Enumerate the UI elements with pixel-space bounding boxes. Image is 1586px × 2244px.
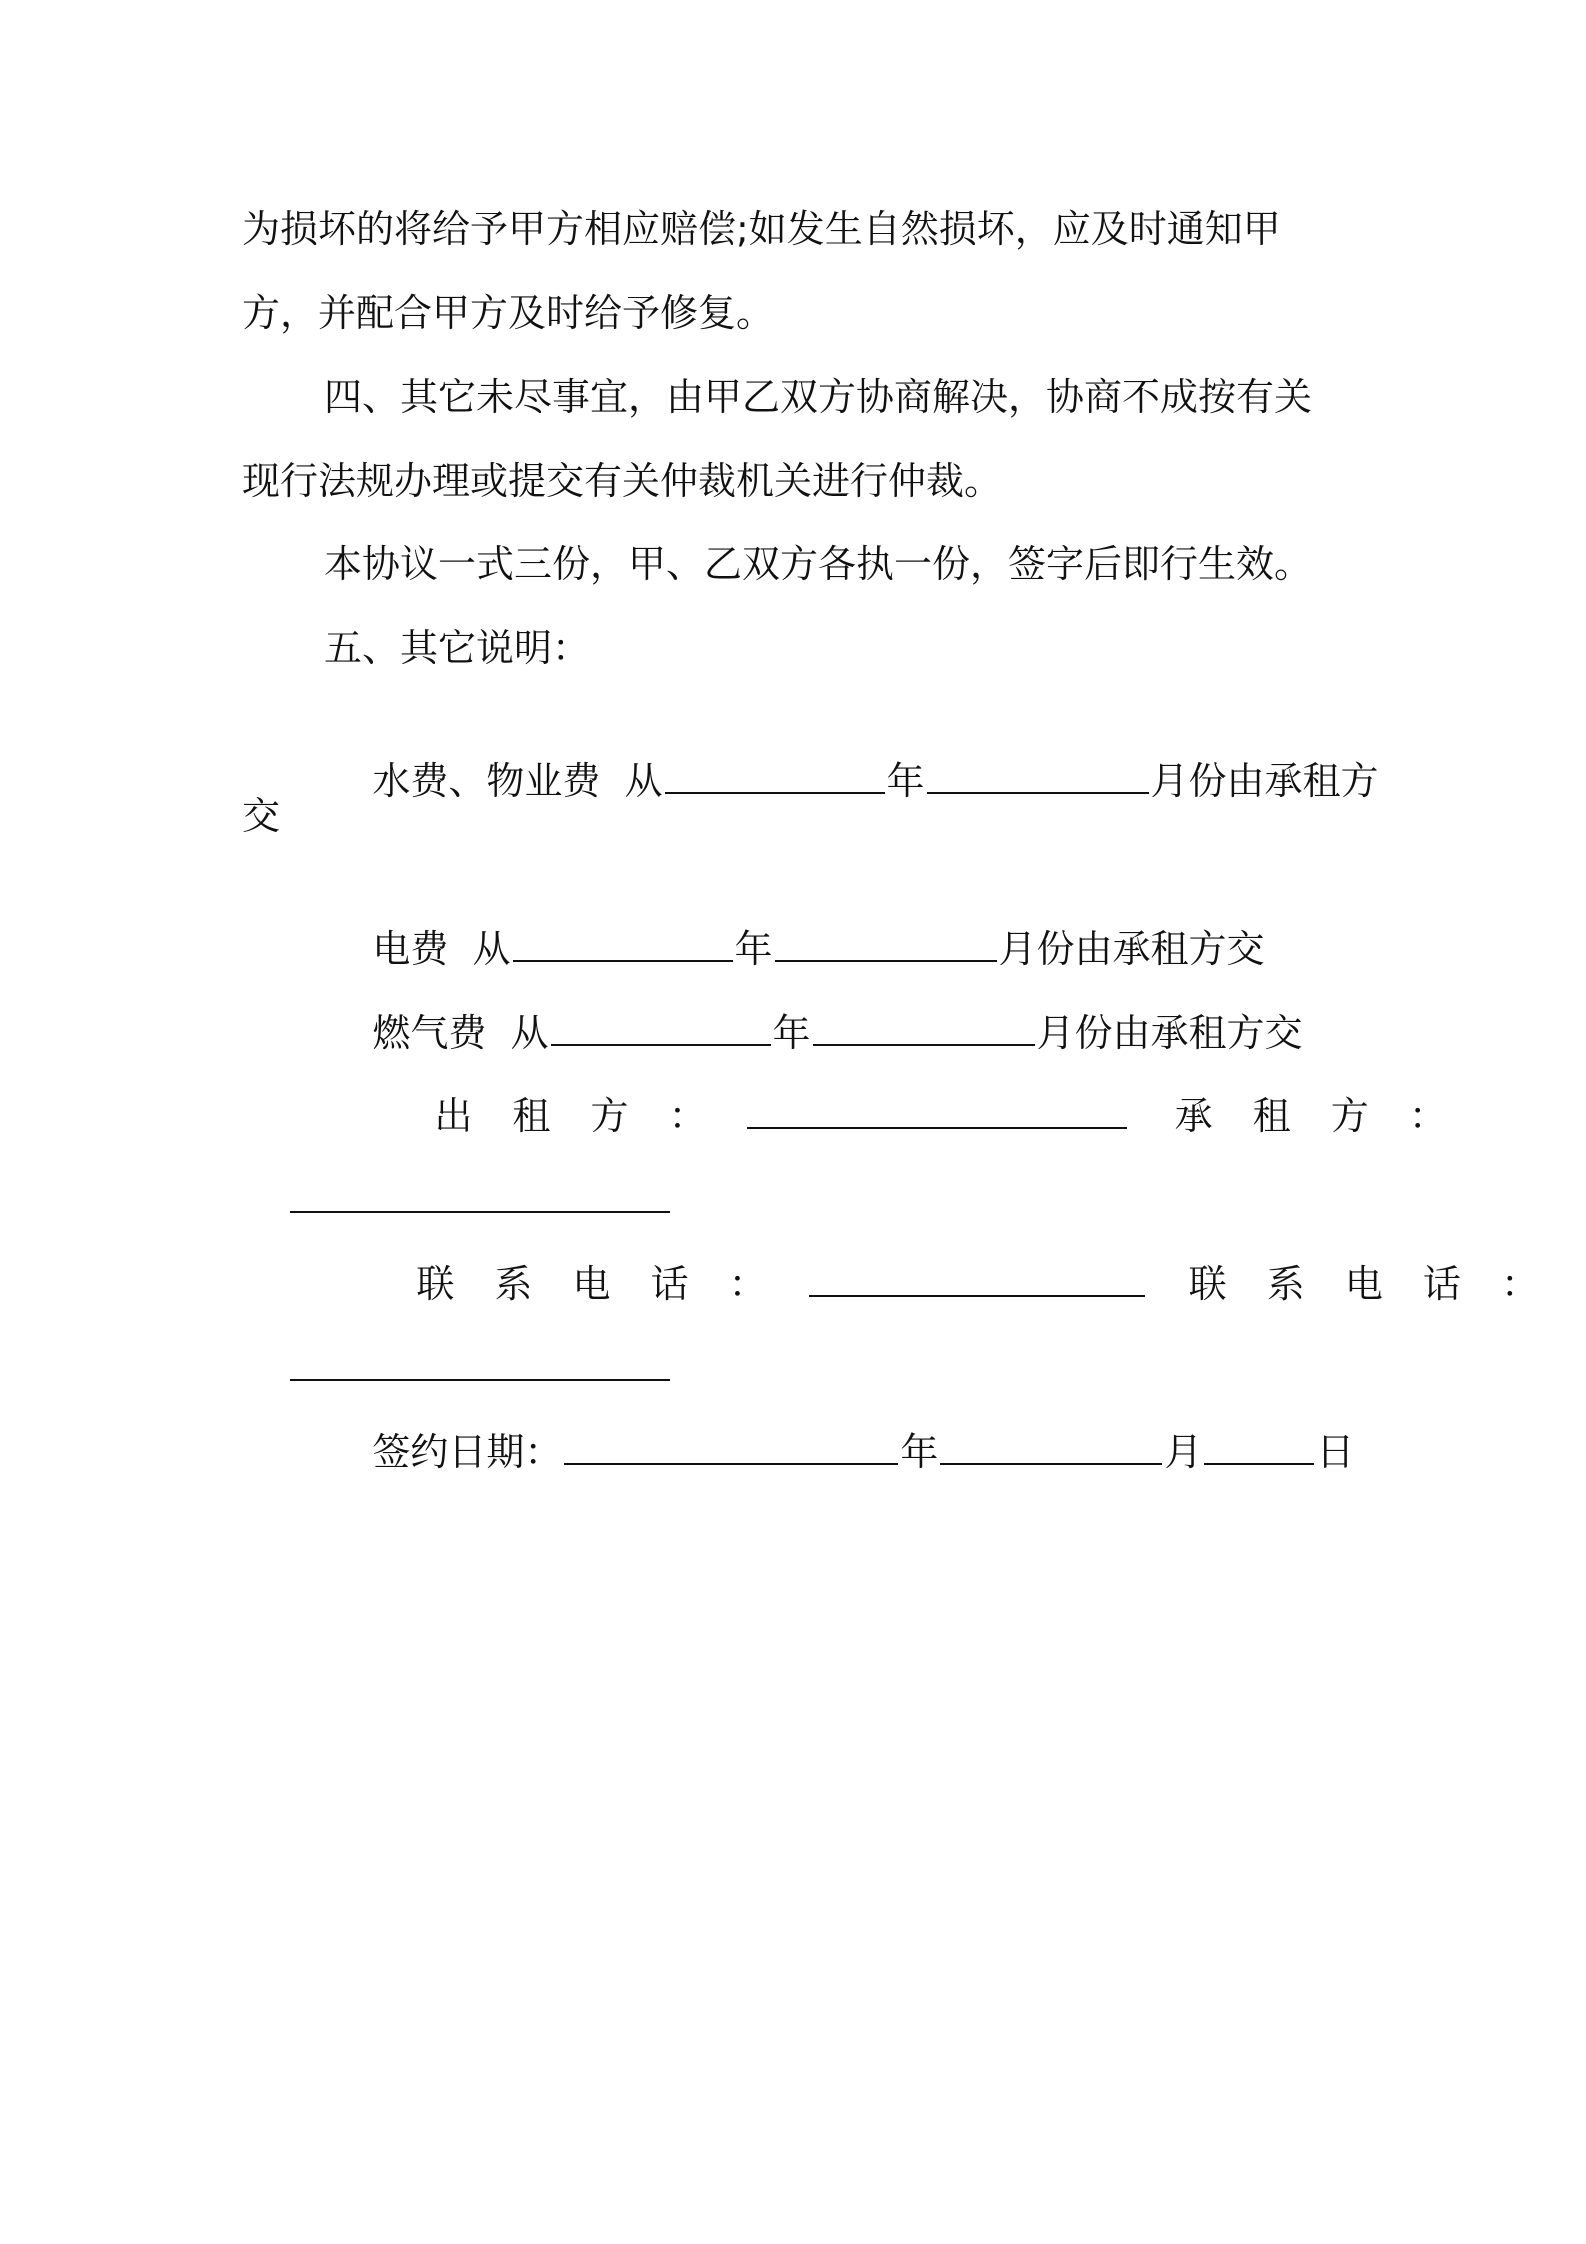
lessee-signature-line <box>242 1127 1352 1175</box>
water-fee-label: 水费、物业费 从 <box>372 759 663 803</box>
sign-date-month-unit: 月 <box>1164 1430 1203 1474</box>
gas-fee-tail: 月份由承租方交 <box>1036 1011 1303 1055</box>
lessor-label: 出 租 方 ： <box>434 1094 721 1138</box>
clause-four-line: 四、其它未尽事宜，由甲乙双方协商解决，协商不成按有关 <box>324 375 1313 419</box>
sign-date-day-blank[interactable] <box>1204 1427 1314 1465</box>
lessor-phone-label: 联 系 电 话 ： <box>416 1262 781 1306</box>
sign-date-line <box>324 1379 1355 1474</box>
lessee-label: 承 租 方 ： <box>1174 1094 1461 1138</box>
sign-date-day-unit: 日 <box>1316 1430 1355 1474</box>
electric-fee-year-blank[interactable] <box>513 924 733 962</box>
sign-date-year-blank[interactable] <box>564 1427 898 1465</box>
copies-statement: 本协议一式三份，甲、乙双方各执一份，签字后即行生效。 <box>324 542 1313 586</box>
electric-fee-month-blank[interactable] <box>775 924 997 962</box>
water-fee-line <box>324 708 1379 803</box>
water-fee-year-unit: 年 <box>886 759 925 803</box>
sign-date-label: 签约日期： <box>372 1430 563 1474</box>
electric-fee-line <box>324 876 1352 971</box>
gas-fee-year-blank[interactable] <box>551 1008 771 1046</box>
water-fee-wrap: 交 <box>242 794 281 838</box>
electric-fee-tail: 月份由承租方交 <box>998 927 1265 971</box>
phone-line <box>368 1211 1553 1306</box>
electric-fee-label: 电费 从 <box>372 927 511 971</box>
paragraph-line: 方，并配合甲方及时给予修复。 <box>242 291 775 335</box>
water-fee-tail: 月份由承租方 <box>1150 759 1379 803</box>
paragraph-line: 为损坏的将给予甲方相应赔偿;如发生自然损坏，应及时通知甲 <box>242 207 1281 251</box>
clause-four-line: 现行法规办理或提交有关仲裁机关进行仲裁。 <box>242 459 1003 503</box>
sign-date-month-blank[interactable] <box>940 1427 1162 1465</box>
section-five-title: 五、其它说明： <box>324 626 591 670</box>
electric-fee-year-unit: 年 <box>734 927 773 971</box>
gas-fee-year-unit: 年 <box>772 1011 811 1055</box>
lessor-phone-blank[interactable] <box>809 1259 1145 1297</box>
water-fee-year-blank[interactable] <box>665 756 885 794</box>
lessor-lessee-line <box>386 1043 1461 1138</box>
gas-fee-month-blank[interactable] <box>813 1008 1035 1046</box>
gas-fee-line <box>324 960 1352 1055</box>
lessee-phone-label: 联 系 电 话 ： <box>1188 1262 1553 1306</box>
lessee-phone-blank[interactable] <box>290 1343 670 1381</box>
sign-date-year-unit: 年 <box>900 1430 939 1474</box>
gas-fee-label: 燃气费 从 <box>372 1011 549 1055</box>
lessor-signature-blank[interactable] <box>747 1091 1127 1129</box>
lessee-signature-blank[interactable] <box>290 1175 670 1213</box>
water-fee-month-blank[interactable] <box>927 756 1149 794</box>
lessee-phone-line <box>242 1295 1352 1343</box>
